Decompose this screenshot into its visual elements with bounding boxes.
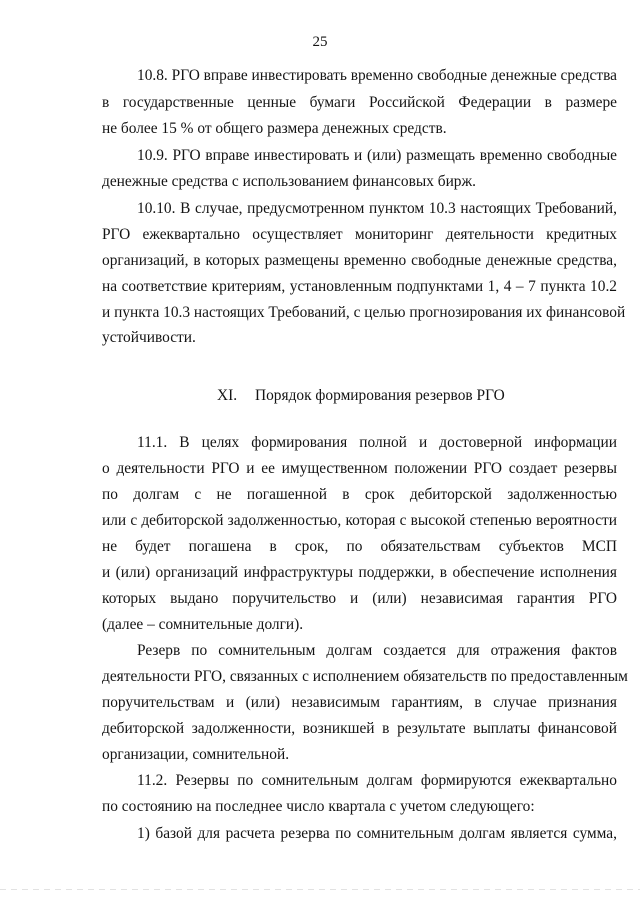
section-heading (217, 383, 505, 409)
text-line: организации, сомнительной. (102, 746, 290, 763)
text-line: о деятельности РГО и ее имущественном положении РГО создает резервы (102, 460, 617, 477)
text-line: устойчивости. (102, 329, 196, 346)
text-line: или с дебиторской задолженностью, которая с высокой степенью вероятности (102, 512, 617, 529)
text-line: и пункта 10.3 настоящих Требований, с целью прогнозирования их финансовой (102, 304, 626, 321)
text-line: 10.8. РГО вправе инвестировать временно свободные денежные средства (137, 67, 617, 84)
text-line: и (или) организаций инфраструктуры поддержки, в обеспечение исполнения (102, 564, 617, 581)
text-line: денежные средства с использованием финансовых бирж. (102, 173, 476, 190)
text-line: поручительствам и (или) независимым гарантиям, в случае признания (102, 694, 617, 711)
text-line: в государственные ценные бумаги Российской Федерации в размере (102, 94, 617, 111)
text-line: не более 15 % от общего размера денежных средств. (102, 120, 447, 137)
text-line: РГО ежеквартально осуществляет мониторинг деятельности кредитных (102, 226, 617, 243)
scan-edge-artifact (0, 889, 640, 890)
text-line: 10.9. РГО вправе инвестировать и (или) размещать временно свободные (137, 147, 617, 164)
text-line: дебиторской задолженности, возникшей в результате выплаты финансовой (102, 720, 617, 737)
text-line: 10.10. В случае, предусмотренном пунктом 10.3 настоящих Требований, (137, 200, 617, 217)
text-line: по состоянию на последнее число квартала с учетом следующего: (102, 798, 535, 815)
text-line: на соответствие критериям, установленным подпунктами 1, 4 – 7 пункта 10.2 (102, 278, 617, 295)
text-line: не будет погашена в срок, по обязательствам субъектов МСП (102, 538, 617, 555)
text-line: 11.2. Резервы по сомнительным долгам формируются ежеквартально (137, 772, 617, 789)
text-line: (далее – сомнительные долги). (102, 616, 304, 633)
text-line: деятельности РГО, связанных с исполнением обязательств по предоставленным (102, 668, 628, 685)
text-line: которых выдано поручительство и (или) независимая гарантия РГО (102, 590, 617, 607)
text-line: 1) базой для расчета резерва по сомнительным долгам является сумма, (137, 825, 617, 842)
text-line: 11.1. В целях формирования полной и достоверной информации (137, 434, 617, 451)
text-line: по долгам с не погашенной в срок дебиторской задолженностью (102, 486, 617, 503)
text-line: Резерв по сомнительным долгам создается для отражения фактов (137, 642, 617, 659)
section-number: XI. (217, 387, 238, 404)
text-line: организаций, в которых размещены временно свободные денежные средства, (102, 252, 617, 269)
page-number: 25 (312, 34, 328, 50)
section-title: Порядок формирования резервов РГО (255, 387, 505, 404)
